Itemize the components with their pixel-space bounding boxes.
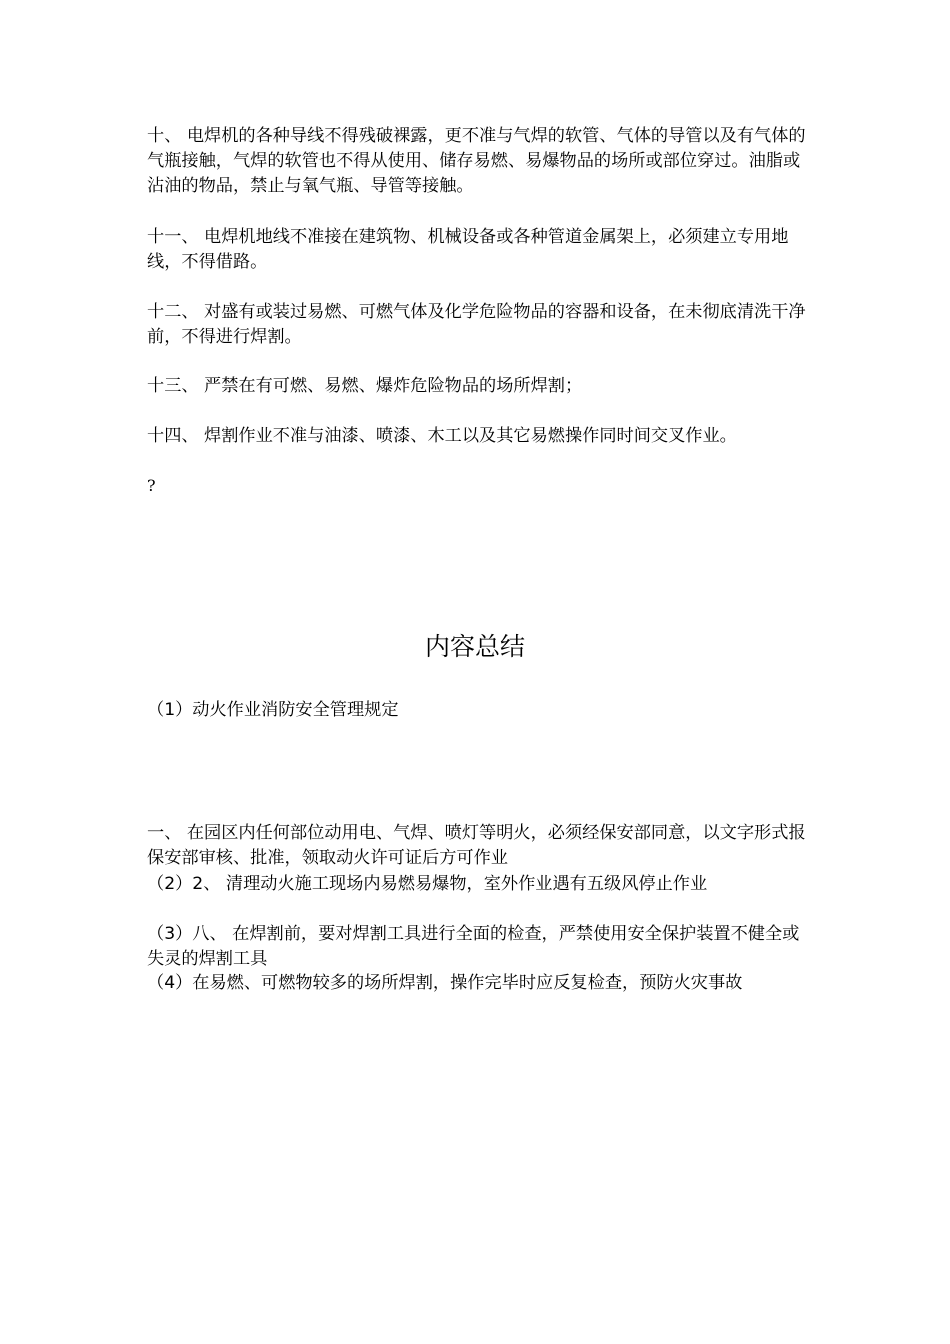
- rule-paragraph-14: 十四、 焊割作业不准与油漆、喷漆、木工以及其它易燃操作同时间交叉作业。: [147, 426, 737, 446]
- summary-item-2: （2）2、 清理动火施工现场内易燃易爆物，室外作业遇有五级风停止作业: [147, 874, 708, 894]
- rule-paragraph-10: 十、 电焊机的各种导线不得残破裸露，更不准与气焊的软管、气体的导管以及有气体的气瓶接触，气焊的软管也不得从使用、储存易燃、易爆物品的场所或部位穿过。油脂或沾油的物品，禁止与氧气瓶、导管等接触。: [147, 126, 806, 196]
- summary-item-4: （4）在易燃、可燃物较多的场所焊割，操作完毕时应反复检查，预防火灾事故: [147, 973, 743, 993]
- rule-paragraph-12: 十二、 对盛有或装过易燃、可燃气体及化学危险物品的容器和设备，在未彻底清洗干净前，不得进行焊割。: [147, 302, 806, 347]
- summary-item-3: （3）八、 在焊割前，要对焊割工具进行全面的检查，严禁使用安全保护装置不健全或失灵的焊割工具: [147, 924, 800, 969]
- stray-question-mark: ?: [147, 476, 156, 495]
- summary-title: 内容总结: [424, 632, 525, 661]
- summary-item-1: 一、 在园区内任何部位动用电、气焊、喷灯等明火，必须经保安部同意，以文字形式报保安部审核、批准，领取动火许可证后方可作业: [147, 823, 806, 868]
- rule-paragraph-11: 十一、 电焊机地线不准接在建筑物、机械设备或各种管道金属架上，必须建立专用地线，不得借路。: [147, 227, 789, 272]
- summary-heading-item: （1）动火作业消防安全管理规定: [147, 700, 399, 720]
- rule-paragraph-13: 十三、 严禁在有可燃、易燃、爆炸危险物品的场所焊割；: [147, 376, 583, 396]
